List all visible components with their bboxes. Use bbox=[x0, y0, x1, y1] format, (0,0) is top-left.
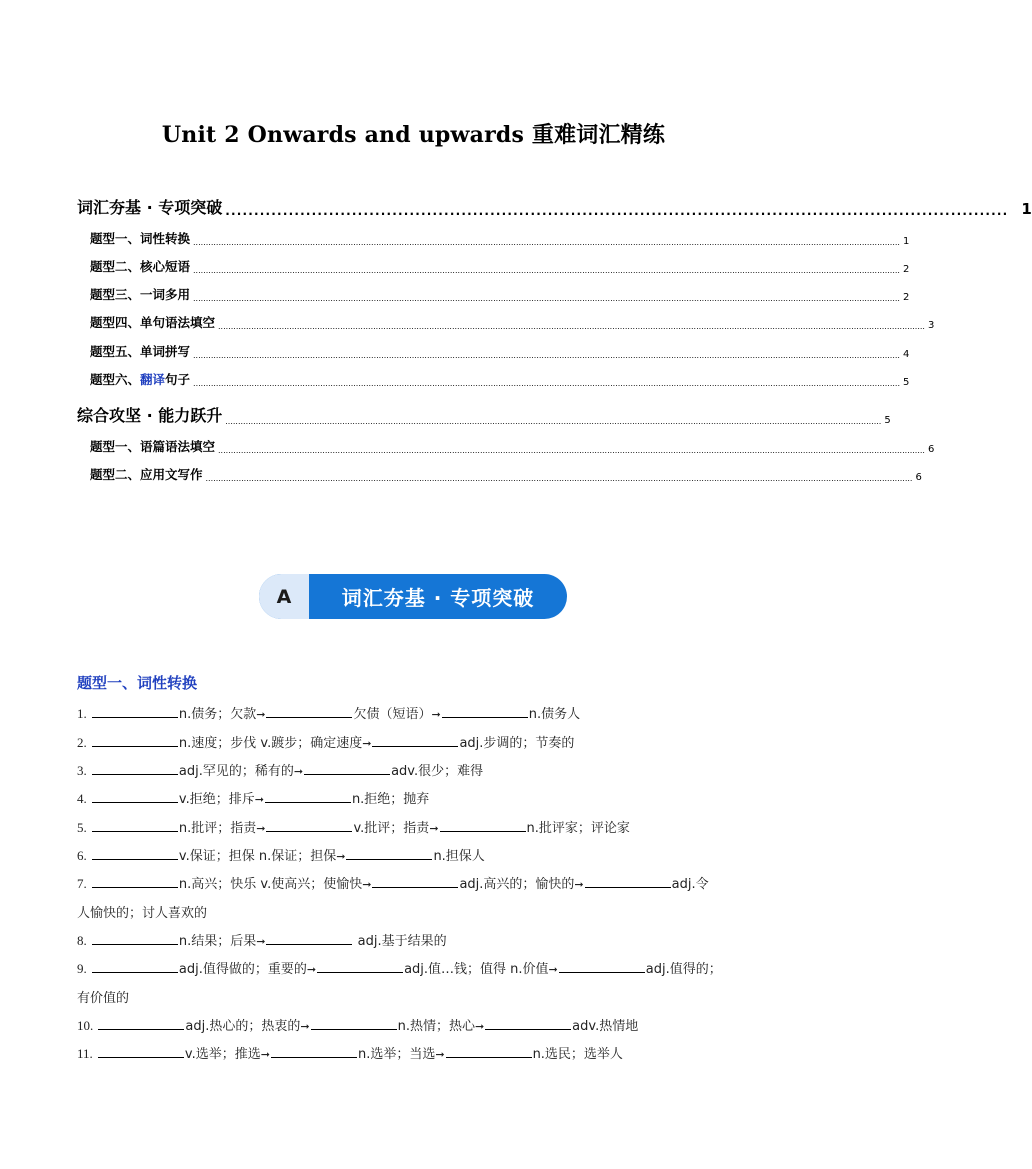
toc-page-number: 5 bbox=[884, 415, 891, 426]
exercise-item bbox=[77, 1012, 757, 1042]
exercise-text: adv.很少；难得 bbox=[391, 764, 484, 779]
exercise-text: adj.步调的；节奏的 bbox=[459, 736, 575, 751]
exercise-text: n.热情；热心 bbox=[397, 1019, 475, 1034]
exercise-number: 3. bbox=[77, 763, 87, 778]
exercise-text: adj.值得的； bbox=[645, 962, 722, 977]
section-heading: 题型一、词性转换 bbox=[77, 674, 198, 692]
exercise-text: 欠债（短语） bbox=[353, 707, 432, 722]
exercise-item bbox=[77, 729, 757, 759]
toc-item[interactable] bbox=[90, 257, 910, 275]
exercise-item bbox=[77, 785, 757, 815]
arrow-icon: ➞ bbox=[574, 878, 584, 891]
toc-leader: ...................................................................................................................................................................................................................................................................................... bbox=[193, 294, 900, 303]
answer-blank[interactable] bbox=[265, 789, 351, 803]
toc-leader: ........................................................................................................................................ bbox=[225, 204, 1009, 218]
arrow-icon: ➞ bbox=[474, 1020, 485, 1033]
toc-item-label: 题型二、应用文写作 bbox=[90, 467, 203, 482]
exercise-item bbox=[77, 927, 757, 957]
arrow-icon: ➞ bbox=[362, 737, 372, 750]
toc-leader: ...................................................................................................................................................................................................................................................................................... bbox=[193, 379, 900, 388]
page-title: Unit 2 Onwards and upwards 重难词汇精练 bbox=[161, 122, 666, 148]
exercise-text: n.债务；欠款 bbox=[178, 707, 257, 722]
toc-leader: ...................................................................................................................................................................................................................................................................................... bbox=[218, 322, 925, 331]
toc-leader: ...................................................................................................................................................................................................................................................................................... bbox=[218, 446, 925, 455]
answer-blank[interactable] bbox=[92, 789, 178, 803]
toc-item[interactable] bbox=[90, 465, 922, 483]
exercise-text: adj.值…钱；值得 n.价值 bbox=[404, 962, 549, 977]
toc-leader: .................................................................................................................................................................................................................................................................. bbox=[225, 417, 882, 426]
toc-page-number: 6 bbox=[927, 444, 935, 455]
exercise-number: 4. bbox=[77, 791, 87, 806]
exercise-text: adj.令 bbox=[671, 877, 709, 892]
answer-blank[interactable] bbox=[92, 874, 178, 888]
answer-blank[interactable] bbox=[98, 1044, 184, 1058]
exercise-number: 11. bbox=[77, 1046, 93, 1061]
toc-section-2-label: 综合攻坚 · 能力跃升 bbox=[77, 406, 223, 425]
answer-blank[interactable] bbox=[92, 818, 178, 832]
answer-blank[interactable] bbox=[266, 704, 352, 718]
answer-blank[interactable] bbox=[92, 704, 178, 718]
answer-blank[interactable] bbox=[92, 931, 178, 945]
answer-blank[interactable] bbox=[440, 818, 526, 832]
toc-item[interactable] bbox=[90, 342, 910, 360]
toc-page-number: 3 bbox=[927, 320, 935, 331]
exercise-text: 人愉快的；讨人喜欢的 bbox=[77, 905, 208, 921]
toc-leader: ...................................................................................................................................................................................................................................................................................... bbox=[205, 474, 913, 483]
section-banner bbox=[259, 574, 567, 619]
answer-blank[interactable] bbox=[92, 959, 178, 973]
exercise-number: 2. bbox=[77, 735, 87, 750]
toc-page-number: 4 bbox=[902, 349, 910, 360]
exercise-number: 10. bbox=[77, 1018, 94, 1033]
toc-item[interactable] bbox=[90, 437, 935, 455]
answer-blank[interactable] bbox=[585, 874, 671, 888]
exercise-text: n.选民；选举人 bbox=[532, 1047, 623, 1062]
exercise-text: n.速度；步伐 v.踱步；确定速度 bbox=[178, 736, 363, 751]
exercise-text: adj.热心的；热衷的 bbox=[185, 1019, 301, 1034]
exercise-text: adj.高兴的；愉快的 bbox=[459, 877, 575, 892]
exercise-text: v.拒绝；排斥 bbox=[178, 792, 255, 807]
exercise-text: adv.热情地 bbox=[572, 1019, 639, 1034]
section-letter-badge: A bbox=[259, 574, 309, 619]
exercise-text: v.批评；指责 bbox=[353, 821, 430, 836]
exercise-item bbox=[77, 955, 757, 1013]
toc-item-label: 题型二、核心短语 bbox=[90, 259, 191, 274]
exercise-text: adj.值得做的；重要的 bbox=[178, 962, 307, 977]
answer-blank[interactable] bbox=[92, 761, 178, 775]
exercise-item bbox=[77, 842, 757, 872]
exercise-number: 7. bbox=[77, 876, 87, 891]
exercise-item bbox=[77, 814, 757, 844]
toc-item-label: 题型四、单句语法填空 bbox=[90, 315, 216, 330]
exercise-text: n.批评家；评论家 bbox=[526, 821, 630, 836]
toc-page-number: 2 bbox=[902, 264, 910, 275]
answer-blank[interactable] bbox=[311, 1016, 397, 1030]
toc-page-number: 1 bbox=[1021, 200, 1032, 218]
exercise-text: v.保证；担保 n.保证；担保 bbox=[178, 849, 337, 864]
toc-leader: ...................................................................................................................................................................................................................................................................................... bbox=[193, 351, 900, 360]
toc-item[interactable] bbox=[90, 370, 910, 388]
answer-blank[interactable] bbox=[317, 959, 403, 973]
arrow-icon: ➞ bbox=[256, 822, 266, 835]
exercise-text: adj.基于结果的 bbox=[353, 934, 447, 949]
answer-blank[interactable] bbox=[271, 1044, 357, 1058]
answer-blank[interactable] bbox=[372, 733, 458, 747]
toc-section-1[interactable] bbox=[77, 194, 1032, 218]
exercise-text: n.担保人 bbox=[433, 849, 485, 864]
answer-blank[interactable] bbox=[98, 1016, 184, 1030]
exercise-text: n.高兴；快乐 v.使高兴；使愉快 bbox=[178, 877, 363, 892]
arrow-icon: ➞ bbox=[300, 1020, 310, 1033]
exercise-text: n.批评；指责 bbox=[178, 821, 257, 836]
arrow-icon: ➞ bbox=[293, 765, 304, 778]
answer-blank[interactable] bbox=[372, 874, 458, 888]
exercise-item bbox=[77, 1040, 757, 1070]
toc-section-2[interactable] bbox=[77, 402, 891, 426]
exercise-text: n.结果；后果 bbox=[178, 934, 257, 949]
toc-page-number: 2 bbox=[902, 292, 910, 303]
arrow-icon: ➞ bbox=[336, 850, 346, 863]
toc-item-label-suffix: 句子 bbox=[165, 372, 191, 387]
answer-blank[interactable] bbox=[442, 704, 528, 718]
exercise-text: n.债务人 bbox=[528, 707, 581, 722]
answer-blank[interactable] bbox=[485, 1016, 571, 1030]
exercise-number: 6. bbox=[77, 848, 87, 863]
exercise-item bbox=[77, 700, 757, 730]
exercise-text: n.选举；当选 bbox=[357, 1047, 436, 1062]
toc-page-number: 1 bbox=[902, 236, 910, 247]
toc-item[interactable] bbox=[90, 285, 910, 303]
exercise-item bbox=[77, 870, 757, 928]
answer-blank[interactable] bbox=[304, 761, 390, 775]
arrow-icon: ➞ bbox=[256, 935, 266, 948]
answer-blank[interactable] bbox=[346, 846, 432, 860]
arrow-icon: ➞ bbox=[429, 822, 439, 835]
exercise-item bbox=[77, 757, 757, 787]
toc-page-number: 6 bbox=[915, 472, 922, 483]
answer-blank[interactable] bbox=[92, 846, 178, 860]
arrow-icon: ➞ bbox=[260, 1048, 270, 1061]
toc-item-label-highlight: 翻译 bbox=[140, 372, 166, 387]
arrow-icon: ➞ bbox=[548, 963, 558, 976]
toc-item[interactable] bbox=[90, 229, 910, 247]
exercise-number: 8. bbox=[77, 933, 87, 948]
answer-blank[interactable] bbox=[92, 733, 178, 747]
exercise-text: n.拒绝；抛弃 bbox=[351, 792, 430, 807]
exercise-text: 有价值的 bbox=[77, 990, 130, 1006]
section-banner-title: 词汇夯基 · 专项突破 bbox=[341, 586, 535, 610]
toc-section-1-label: 词汇夯基 · 专项突破 bbox=[77, 198, 223, 217]
toc-item-label: 题型五、单词拼写 bbox=[90, 344, 191, 359]
arrow-icon: ➞ bbox=[254, 793, 264, 806]
answer-blank[interactable] bbox=[446, 1044, 532, 1058]
exercise-text: adj.罕见的；稀有的 bbox=[178, 764, 294, 779]
exercise-text: v.选举；推选 bbox=[184, 1047, 261, 1062]
exercise-number: 9. bbox=[77, 961, 87, 976]
toc-item[interactable] bbox=[90, 313, 935, 331]
answer-blank[interactable] bbox=[266, 931, 352, 945]
toc-item-label bbox=[90, 370, 190, 388]
arrow-icon: ➞ bbox=[431, 708, 441, 721]
toc-leader: ...................................................................................................................................................................................................................................................................................... bbox=[193, 266, 900, 275]
exercise-number: 5. bbox=[77, 820, 87, 835]
arrow-icon: ➞ bbox=[256, 708, 266, 721]
toc-item-label: 题型一、语篇语法填空 bbox=[90, 439, 216, 454]
arrow-icon: ➞ bbox=[362, 878, 372, 891]
toc-page-number: 5 bbox=[903, 377, 910, 388]
answer-blank[interactable] bbox=[559, 959, 645, 973]
arrow-icon: ➞ bbox=[435, 1048, 445, 1061]
toc-leader: ...................................................................................................................................................................................................................................................................................... bbox=[193, 238, 900, 247]
exercise-number: 1. bbox=[77, 706, 87, 721]
toc-item-label: 题型一、词性转换 bbox=[90, 231, 191, 246]
toc-item-label: 题型三、一词多用 bbox=[90, 287, 191, 302]
answer-blank[interactable] bbox=[266, 818, 352, 832]
toc-item-label-prefix: 题型六、 bbox=[90, 372, 141, 387]
arrow-icon: ➞ bbox=[306, 963, 317, 976]
